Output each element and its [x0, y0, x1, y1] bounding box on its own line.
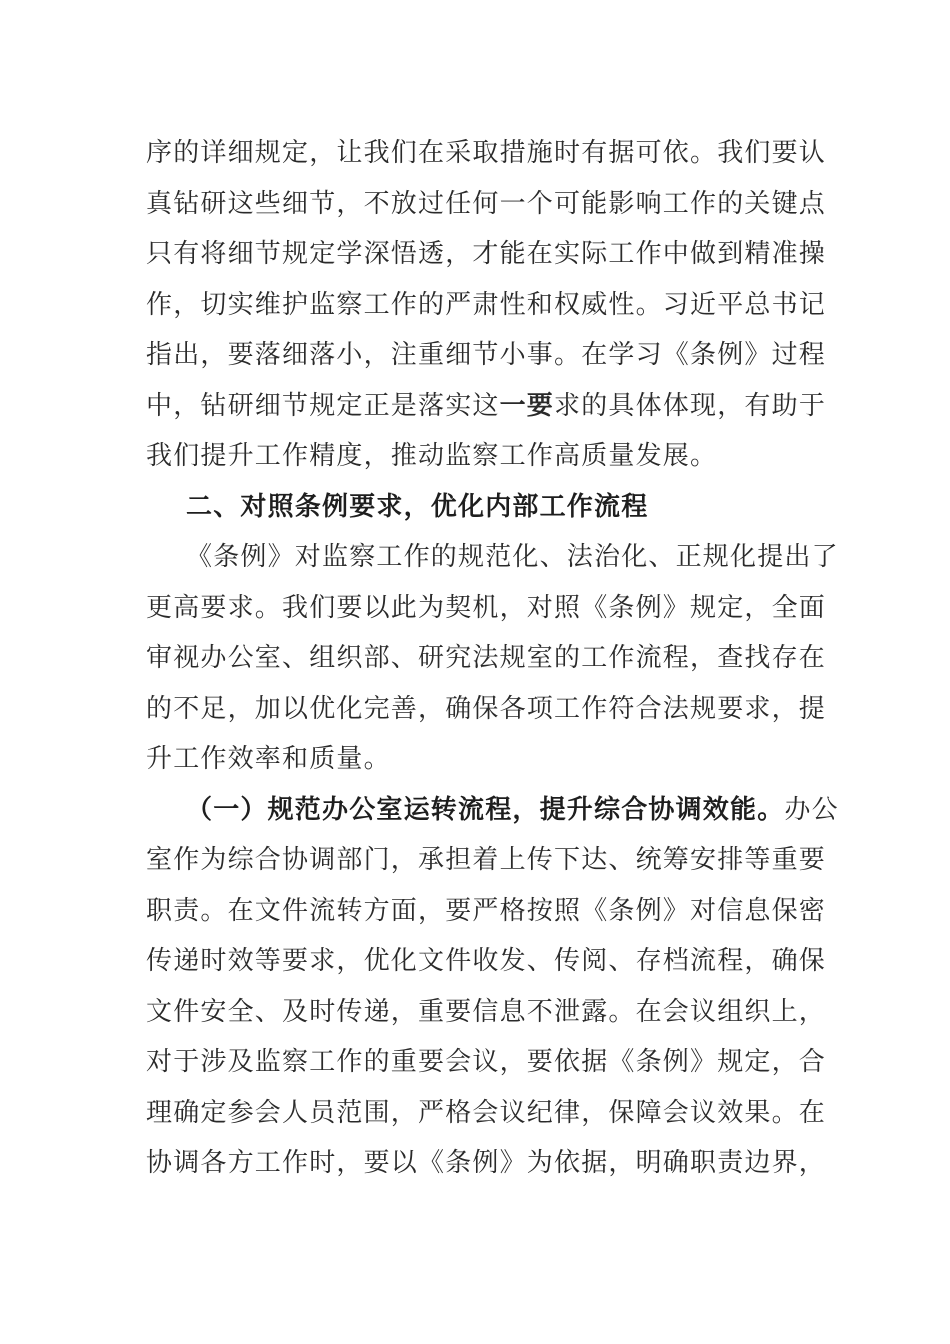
- paragraph-line: 更高要求。我们要以此为契机，对照《条例》规定，全面: [146, 592, 827, 623]
- line-text: 中，钻研细节规定正是落实这: [146, 390, 500, 421]
- subsection-heading: （一）规范办公室运转流程，提升综合协调效能。: [186, 794, 785, 825]
- paragraph-line: 传递时效等要求，优化文件收发、传阅、存档流程，确保: [146, 946, 827, 976]
- paragraph-line: 升工作效率和质量。: [146, 744, 391, 774]
- paragraph-line: 我们提升工作精度，推动监察工作高质量发展。: [146, 441, 718, 471]
- paragraph-line: 真钻研这些细节，不放过任何一个可能影响工作的关键点: [146, 188, 827, 219]
- paragraph-line: 理确定参会人员范围，严格会议纪律，保障会议效果。在: [146, 1097, 827, 1128]
- paragraph-line: 指出，要落细落小，注重细节小事。在学习《条例》过程: [146, 340, 827, 370]
- document-body: [146, 128, 839, 1189]
- section-heading: 二、对照条例要求，优化内部工作流程: [186, 491, 649, 522]
- paragraph-line: 作，切实维护监察工作的严肃性和权威性。习近平总书记: [146, 289, 827, 320]
- paragraph-line: 只有将细节规定学深悟透，才能在实际工作中做到精准操: [146, 239, 827, 269]
- paragraph-line: 审视办公室、组织部、研究法规室的工作流程，查找存在: [146, 643, 827, 673]
- line-text: 求的具体体现，有助于: [554, 390, 827, 421]
- line-text: 办公: [784, 794, 839, 825]
- paragraph-line: 协调各方工作时，要以《条例》为依据，明确职责边界，: [146, 1148, 827, 1178]
- paragraph-line: 室作为综合协调部门，承担着上传下达、统筹安排等重要: [146, 845, 827, 875]
- emphasis-text: 一要: [499, 390, 555, 421]
- paragraph-line: 序的详细规定，让我们在采取措施时有据可依。我们要认: [146, 138, 827, 168]
- paragraph-line: 的不足，加以优化完善，确保各项工作符合法规要求，提: [146, 693, 827, 724]
- paragraph-line: [146, 381, 827, 432]
- paragraph-line: 文件安全、及时传递，重要信息不泄露。在会议组织上，: [146, 996, 827, 1027]
- paragraph-line: 《条例》对监察工作的规范化、法治化、正规化提出了: [186, 542, 839, 572]
- paragraph-line: 职责。在文件流转方面，要严格按照《条例》对信息保密: [146, 895, 827, 926]
- paragraph-line: [146, 785, 839, 836]
- paragraph-line: 对于涉及监察工作的重要会议，要依据《条例》规定，合: [146, 1047, 827, 1077]
